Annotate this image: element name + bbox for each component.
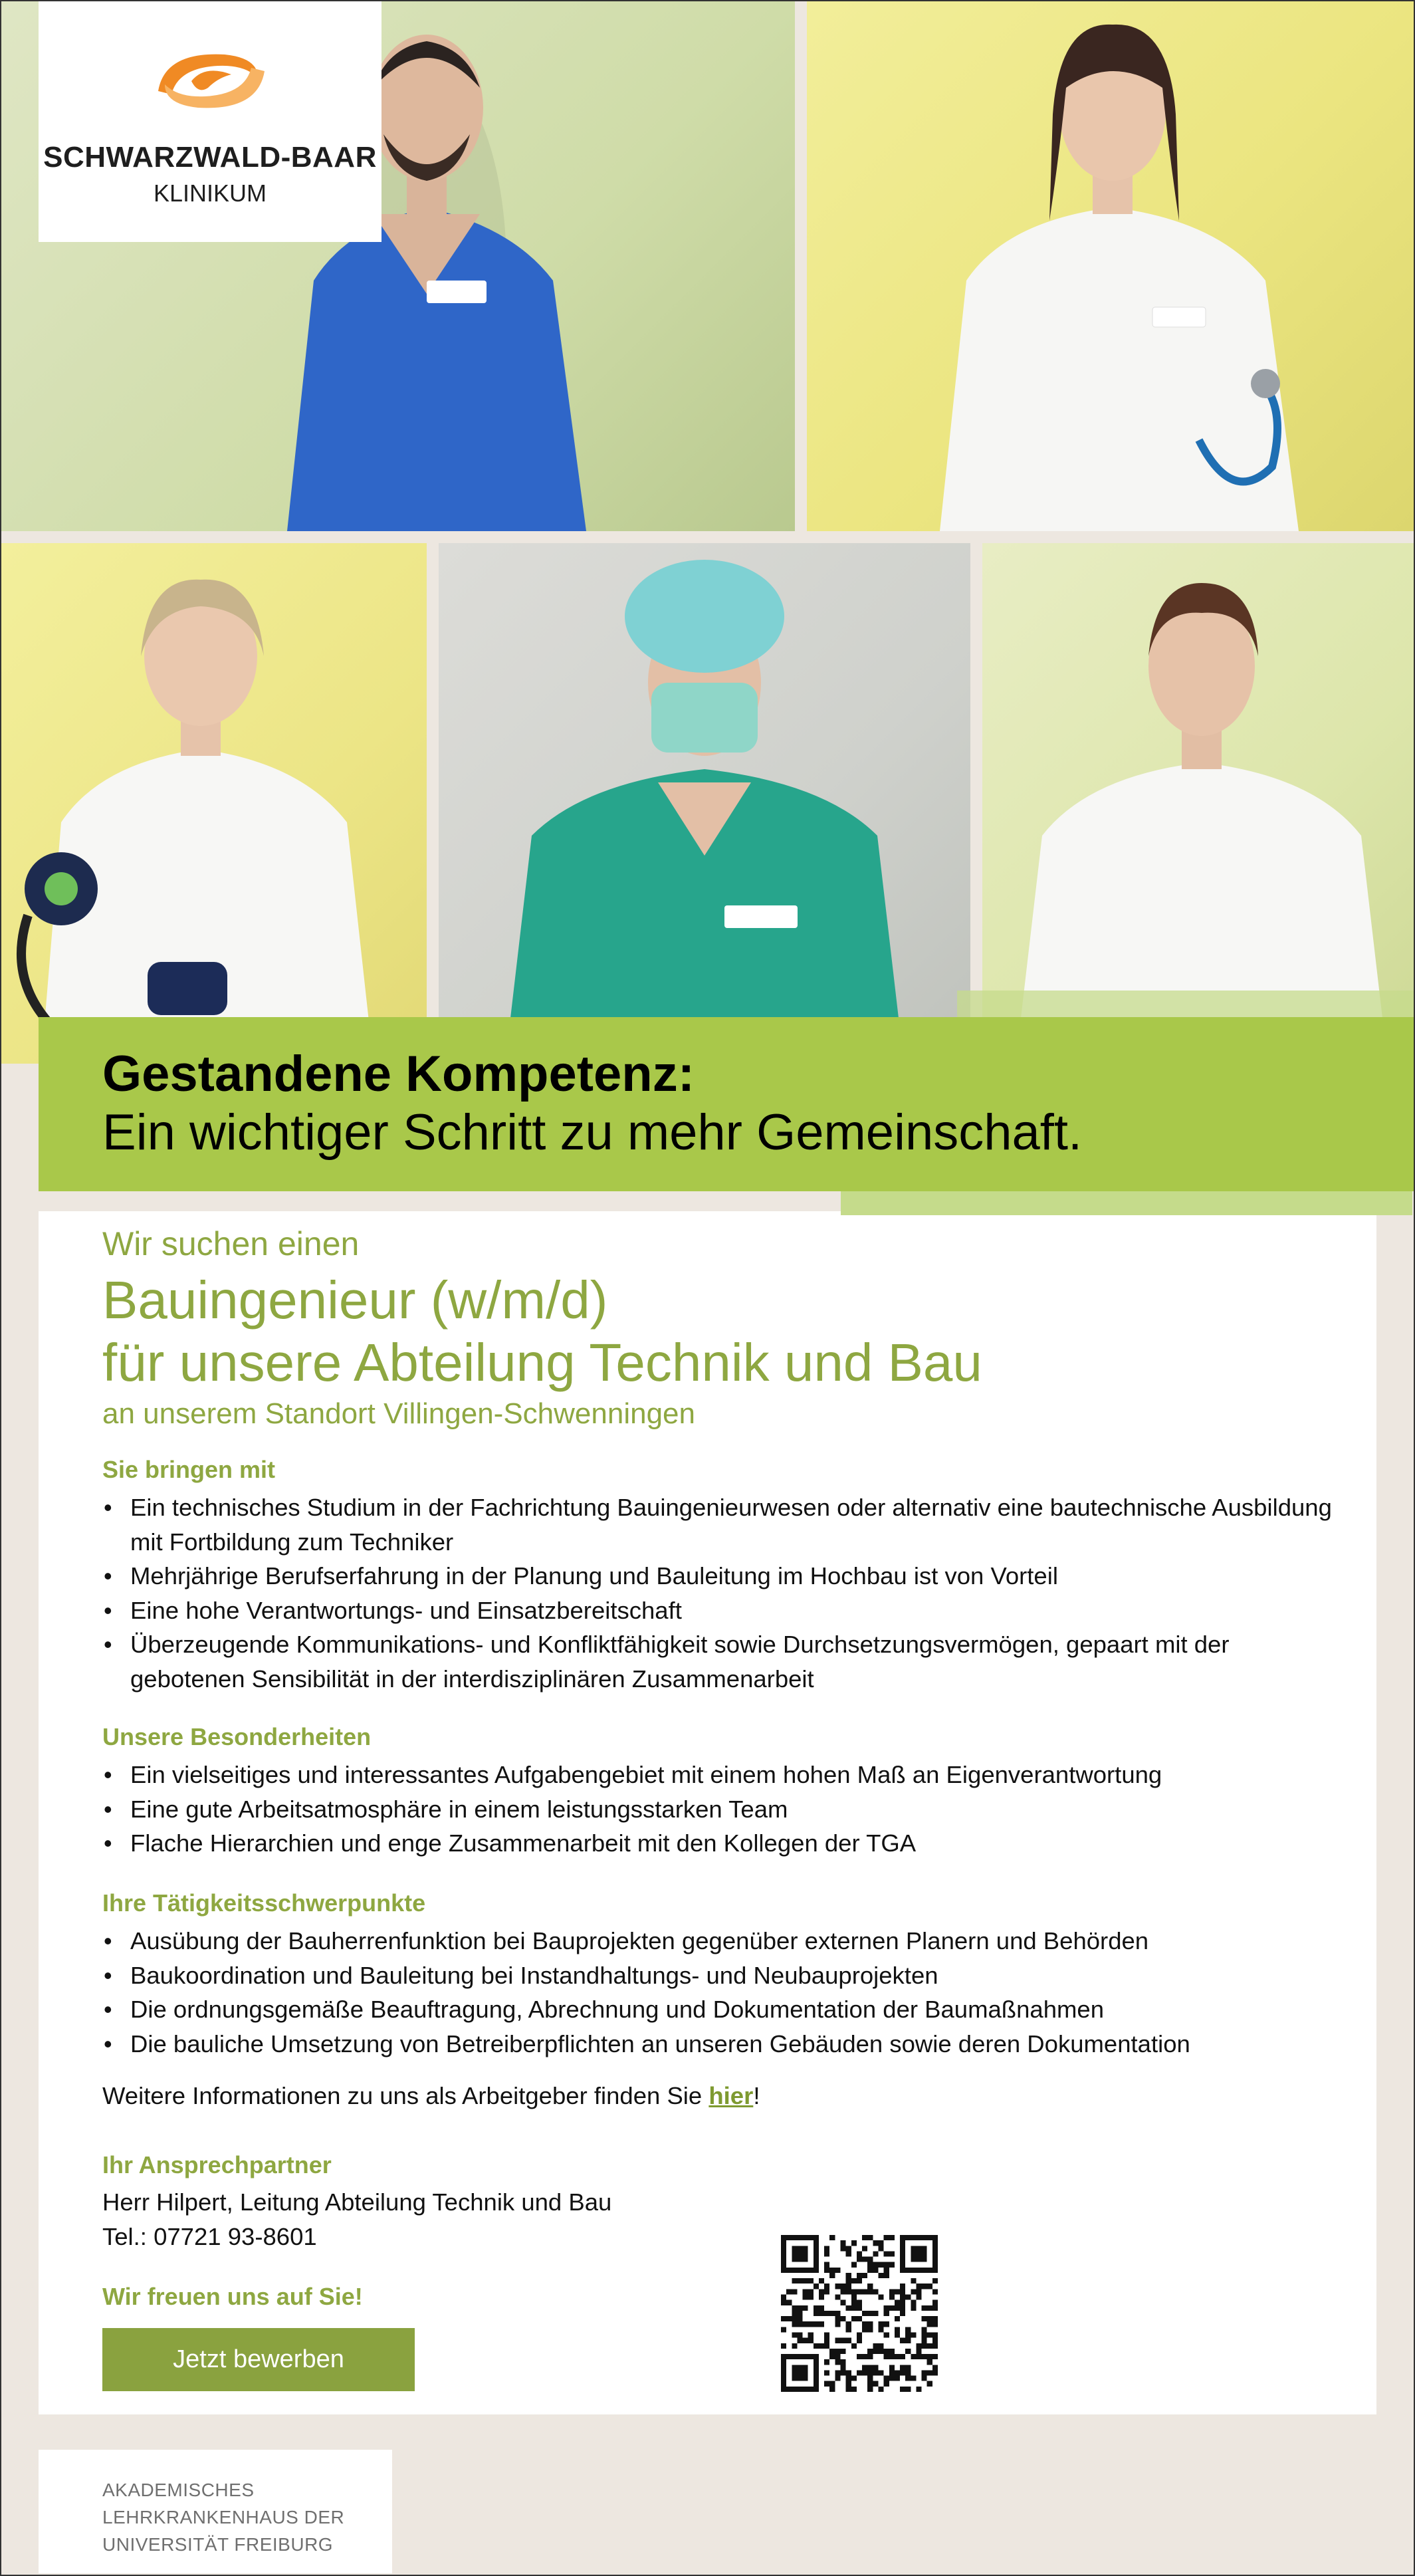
- logo-subtitle: KLINIKUM: [153, 179, 267, 207]
- list-item: • Die ordnungsgemäße Beauftragung, Abrechnung und Dokumentation der Baumaßnahmen: [102, 1992, 1339, 2027]
- list-item: • Die bauliche Umsetzung von Betreiberpflichten an unseren Gebäuden sowie deren Dokumentation: [102, 2027, 1339, 2061]
- person-white-coat-stethoscope-icon: [807, 1, 1414, 531]
- list-item: • Eine hohe Verantwortungs- und Einsatzbereitschaft: [102, 1593, 1339, 1628]
- photo-surgeon-mask: [439, 543, 970, 1064]
- list-item: • Überzeugende Kommunikations- und Konfliktfähigkeit sowie Durchsetzungsvermögen, gepaart mit der gebotenen Sensibilität in der interdisziplinären Zusammenarbeit: [102, 1627, 1339, 1696]
- photo-nurse-blood-pressure: [1, 543, 427, 1064]
- employer-info-text: Weitere Informationen zu uns als Arbeitgeber finden Sie: [102, 2082, 709, 2109]
- list-item: • Baukoordination und Bauleitung bei Instandhaltungs- und Neubauprojekten: [102, 1958, 1339, 1993]
- job-department: für unsere Abteilung Technik und Bau: [102, 1333, 982, 1392]
- section-heading-benefits: Unsere Besonderheiten: [102, 1723, 372, 1750]
- job-lead: Wir suchen einen: [102, 1225, 360, 1262]
- academic-badge: [39, 2450, 392, 2573]
- section-heading-tasks: Ihre Tätigkeitsschwerpunkte: [102, 1889, 426, 1917]
- list-item: • Ein vielseitiges und interessantes Aufgabengebiet mit einem hohen Maß an Eigenverantwortung: [102, 1758, 1339, 1792]
- qr-code-icon[interactable]: [781, 2235, 938, 2392]
- photo-doctor-stethoscope: [807, 1, 1414, 531]
- contact-heading: Ihr Ansprechpartner: [102, 2151, 332, 2178]
- employer-info-link[interactable]: hier: [708, 2082, 754, 2109]
- tasks-list: [102, 1924, 1339, 2061]
- job-title: Bauingenieur (w/m/d): [102, 1270, 608, 1330]
- list-item: • Mehrjährige Berufserfahrung in der Planung und Bauleitung im Hochbau ist von Vorteil: [102, 1559, 1339, 1593]
- banner-subline: Ein wichtiger Schritt zu mehr Gemeinschaft.: [102, 1104, 1083, 1161]
- requirements-list: [102, 1490, 1339, 1696]
- section-heading-requirements: Sie bringen mit: [102, 1456, 276, 1483]
- job-posting-card: [39, 1211, 1376, 2414]
- logo-name: SCHWARZWALD-BAAR: [43, 141, 377, 174]
- photo-doctor-white-coat: [982, 543, 1414, 1064]
- academic-line-1: AKADEMISCHES: [102, 2480, 255, 2500]
- employer-info-punct: !: [753, 2082, 760, 2109]
- academic-line-2: LEHRKRANKENHAUS DER: [102, 2507, 345, 2527]
- list-item: • Ein technisches Studium in der Fachrichtung Bauingenieurwesen oder alternativ eine bautechnische Ausbildung mit Fortbildung zum Techniker: [102, 1490, 1339, 1559]
- person-white-coat-blood-pressure-icon: [1, 543, 427, 1064]
- list-item: • Eine gute Arbeitsatmosphäre in einem leistungsstarken Team: [102, 1792, 1339, 1827]
- banner-accent-top: [957, 991, 1414, 1017]
- list-item: • Ausübung der Bauherrenfunktion bei Bauprojekten gegenüber externen Planern und Behörden: [102, 1924, 1339, 1958]
- person-green-scrubs-mask-icon: [439, 543, 970, 1064]
- closing-text: Wir freuen uns auf Sie!: [102, 2283, 363, 2310]
- banner-accent-bottom: [841, 1190, 1412, 1215]
- person-white-coat-icon: [982, 543, 1414, 1064]
- academic-line-3: UNIVERSITÄT FREIBURG: [102, 2534, 334, 2555]
- contact-phone: Tel.: 07721 93-8601: [102, 2223, 317, 2250]
- logo-box: [39, 1, 381, 242]
- contact-name: Herr Hilpert, Leitung Abteilung Technik und Bau: [102, 2188, 612, 2216]
- list-item: • Flache Hierarchien und enge Zusammenarbeit mit den Kollegen der TGA: [102, 1826, 1339, 1861]
- job-location: an unserem Standort Villingen-Schwenningen: [102, 1397, 695, 1430]
- apply-button[interactable]: Jetzt bewerben: [102, 2328, 415, 2391]
- employer-info: [102, 2082, 760, 2110]
- headline-banner: [39, 1017, 1414, 1191]
- klinikum-swirl-icon: [145, 38, 278, 124]
- banner-headline: Gestandene Kompetenz:: [102, 1046, 695, 1102]
- benefits-list: [102, 1758, 1339, 1861]
